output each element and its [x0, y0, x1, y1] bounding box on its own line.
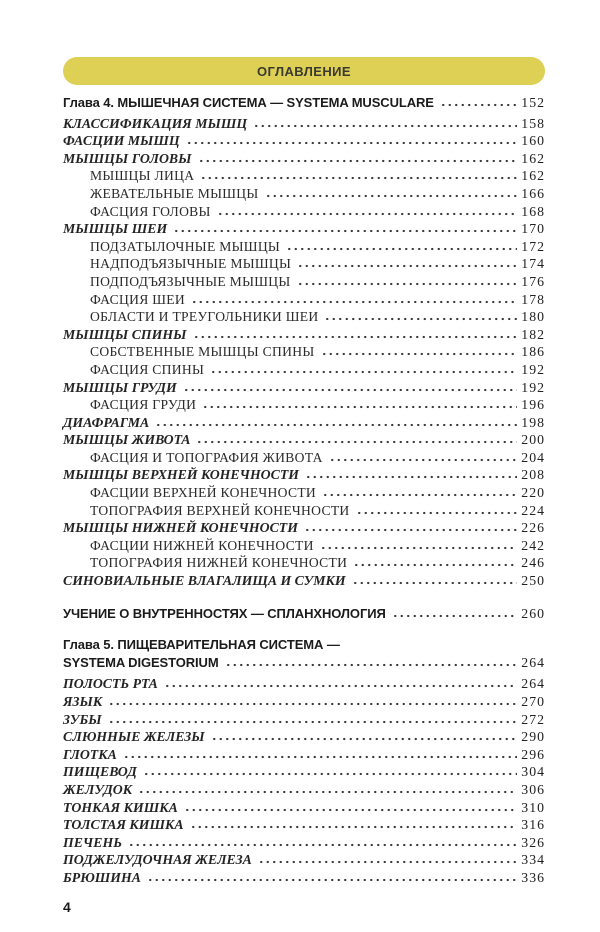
toc-entry: [63, 781, 545, 799]
toc-entry-label: ПОЛОСТЬ РТА: [63, 676, 158, 692]
toc-entry-label: ПОДЖЕЛУДОЧНАЯ ЖЕЛЕЗА: [63, 852, 252, 868]
dot-leader: [184, 808, 517, 812]
dot-leader: [123, 755, 517, 759]
toc-entry: [63, 572, 545, 590]
toc-entry-label: СОБСТВЕННЫЕ МЫШЦЫ СПИНЫ: [90, 344, 315, 360]
toc-entry-page: 166: [521, 185, 545, 201]
toc-entry-page: 152: [521, 95, 545, 110]
toc-entry-label: НАДПОДЪЯЗЫЧНЫЕ МЫШЦЫ: [90, 256, 292, 272]
toc-entry: [63, 519, 545, 537]
toc-header-label: ОГЛАВЛЕНИЕ: [257, 63, 351, 79]
toc-entry: [63, 834, 545, 852]
toc-entry: [63, 94, 545, 112]
dot-leader: [392, 614, 518, 618]
toc-entry-page: 192: [521, 379, 545, 395]
toc-entry-label: SYSTEMA DIGESTORIUM: [63, 654, 219, 670]
toc-entry: [63, 466, 545, 484]
toc-entry-label: ПОДПОДЪЯЗЫЧНЫЕ МЫШЦЫ: [90, 273, 291, 289]
toc-entry-page: 304: [521, 764, 545, 780]
dot-leader: [186, 141, 518, 145]
toc-entry-page: 226: [521, 520, 545, 536]
toc-entry-page: 316: [521, 817, 545, 833]
toc-entry: [63, 851, 545, 869]
dot-leader: [173, 229, 517, 233]
toc-entry: [63, 816, 545, 834]
dot-leader: [225, 663, 518, 667]
toc-entry: [63, 636, 545, 654]
dot-leader: [128, 843, 517, 847]
toc-entry: [63, 502, 545, 520]
toc-entry-label: УЧЕНИЕ О ВНУТРЕННОСТЯХ — СПЛАНХНОЛОГИЯ: [63, 605, 386, 621]
toc-entry-page: 198: [521, 414, 545, 430]
toc-entry-label: СЛЮННЫЕ ЖЕЛЕЗЫ: [63, 729, 205, 745]
toc-entry-label: ПЕЧЕНЬ: [63, 834, 122, 850]
toc-entry: [63, 484, 545, 502]
dot-leader: [297, 264, 517, 268]
toc-entry-label: Глава 4. МЫШЕЧНАЯ СИСТЕМА — SYSTEMA MUSCULARE: [63, 95, 434, 110]
toc-entry-page: 310: [521, 799, 545, 815]
dot-leader: [108, 720, 518, 724]
toc-entry-label: МЫШЦЫ ШЕИ: [63, 221, 168, 237]
toc-entry-label: ФАСЦИИ ВЕРХНЕЙ КОНЕЧНОСТИ: [90, 485, 317, 501]
toc-entry: [63, 150, 545, 168]
toc-entry: [63, 361, 545, 379]
toc-entry-label: МЫШЦЫ СПИНЫ: [63, 326, 187, 342]
toc-entry-page: 260: [521, 605, 545, 621]
dot-leader: [286, 247, 517, 251]
dot-leader: [353, 563, 517, 567]
toc-entry: [63, 605, 545, 623]
toc-entry-page: 160: [521, 133, 545, 149]
dot-leader: [440, 103, 517, 107]
dot-leader: [108, 702, 517, 706]
toc-entry-page: 272: [521, 711, 545, 727]
toc-entry-label: ПИЩЕВОД: [63, 764, 137, 780]
toc-entry-page: 172: [521, 238, 545, 254]
toc-entry: [63, 132, 545, 150]
toc-entry-page: 158: [521, 115, 545, 131]
page-number: 4: [63, 898, 71, 915]
toc-entry-page: 326: [521, 834, 545, 850]
toc-entry: [63, 693, 545, 711]
toc-entry-label: ФАСЦИИ НИЖНЕЙ КОНЕЧНОСТИ: [90, 537, 314, 553]
toc-entry-page: 336: [521, 869, 545, 885]
toc-entry: [63, 537, 545, 555]
toc-header-pill: [63, 57, 545, 85]
toc-entry: [63, 728, 545, 746]
dot-leader: [324, 317, 517, 321]
toc-entry: [63, 799, 545, 817]
toc-entry-label: ТОПОГРАФИЯ ВЕРХНЕЙ КОНЕЧНОСТИ: [90, 502, 350, 518]
toc-entry: [63, 308, 545, 326]
dot-leader: [356, 511, 518, 515]
toc-entry-label: МЫШЦЫ НИЖНЕЙ КОНЕЧНОСТИ: [63, 520, 298, 536]
toc-entry: [63, 379, 545, 397]
toc-entry-page: 290: [521, 729, 545, 745]
toc-entry: [63, 869, 545, 887]
toc-entry: [63, 220, 545, 238]
dot-leader: [258, 860, 518, 864]
toc-entry: [63, 291, 545, 309]
dot-leader: [265, 194, 518, 198]
toc-entry-label: МЫШЦЫ ЖИВОТА: [63, 432, 191, 448]
dot-leader: [191, 300, 517, 304]
toc-entry-page: 174: [521, 256, 545, 272]
dot-leader: [202, 405, 517, 409]
toc-entry-label: КЛАССИФИКАЦИЯ МЫШЦ: [63, 115, 248, 131]
toc-entry: [63, 326, 545, 344]
toc-entry-page: 162: [521, 168, 545, 184]
toc-entry: [63, 185, 545, 203]
toc-entry-label: МЫШЦЫ ВЕРХНЕЙ КОНЕЧНОСТИ: [63, 467, 299, 483]
toc-entry: [63, 654, 545, 672]
toc-entry-label: МЫШЦЫ ГРУДИ: [63, 379, 177, 395]
dot-leader: [211, 737, 518, 741]
toc-entry-label: ЖЕЛУДОК: [63, 781, 133, 797]
toc-entry-page: 170: [521, 221, 545, 237]
toc-entry-label: ТОПОГРАФИЯ НИЖНЕЙ КОНЕЧНОСТИ: [90, 555, 348, 571]
toc-entry-page: 196: [521, 397, 545, 413]
toc-entry-label: ДИАФРАГМА: [63, 414, 150, 430]
toc-entry-page: 180: [521, 309, 545, 325]
toc-entry: [63, 414, 545, 432]
toc-entry-page: 168: [521, 203, 545, 219]
toc-entry-label: ОБЛАСТИ И ТРЕУГОЛЬНИКИ ШЕИ: [90, 309, 319, 325]
toc-entry-page: 296: [521, 746, 545, 762]
toc-entry-label: ТОНКАЯ КИШКА: [63, 799, 178, 815]
dot-leader: [193, 335, 518, 339]
toc-entry-label: ФАСЦИЯ ШЕИ: [90, 291, 186, 307]
toc-entry-label: ФАСЦИЯ И ТОПОГРАФИЯ ЖИВОТА: [90, 449, 323, 465]
toc-entry-page: 204: [521, 449, 545, 465]
dot-leader: [147, 878, 517, 882]
toc-entry: [63, 167, 545, 185]
toc-entry: [63, 711, 545, 729]
toc-entry-page: 264: [521, 654, 545, 670]
toc-entry-label: ГЛОТКА: [63, 746, 117, 762]
toc-entry: [63, 396, 545, 414]
toc-entry: [63, 449, 545, 467]
dot-leader: [143, 772, 517, 776]
toc-entry-page: 176: [521, 273, 545, 289]
toc-entry: [63, 763, 545, 781]
dot-leader: [329, 458, 518, 462]
dot-leader: [322, 493, 517, 497]
toc-entry-label: ФАСЦИИ МЫШЦ: [63, 133, 180, 149]
toc-entry: [63, 273, 545, 291]
toc-entry-label: МЫШЦЫ ЛИЦА: [90, 168, 195, 184]
dot-leader: [190, 825, 518, 829]
toc-list: [63, 94, 545, 887]
dot-leader: [200, 176, 517, 180]
toc-entry-label: ПОДЗАТЫЛОЧНЫЕ МЫШЦЫ: [90, 238, 281, 254]
toc-entry: [63, 431, 545, 449]
toc-entry-label: ЯЗЫК: [63, 694, 103, 709]
dot-leader: [297, 282, 518, 286]
dot-leader: [320, 546, 518, 550]
toc-entry: [63, 554, 545, 572]
toc-entry-label: ТОЛСТАЯ КИШКА: [63, 817, 184, 833]
toc-entry-label: ФАСЦИЯ ГОЛОВЫ: [90, 203, 211, 219]
toc-entry-page: 182: [521, 326, 545, 342]
dot-leader: [196, 440, 517, 444]
toc-entry-page: 270: [521, 694, 545, 709]
toc-entry-label: БРЮШИНА: [63, 869, 141, 885]
toc-entry-page: 246: [521, 555, 545, 571]
toc-entry-page: 162: [521, 150, 545, 166]
dot-leader: [138, 790, 517, 794]
dot-leader: [305, 475, 517, 479]
toc-entry-label: ФАСЦИЯ ГРУДИ: [90, 397, 197, 413]
toc-entry-page: 334: [521, 852, 545, 868]
toc-entry-label: ЗУБЫ: [63, 711, 102, 727]
toc-entry-page: 220: [521, 485, 545, 501]
toc-entry: [63, 675, 545, 693]
toc-entry: [63, 238, 545, 256]
toc-entry-label: СИНОВИАЛЬНЫЕ ВЛАГАЛИЩА И СУМКИ: [63, 573, 346, 589]
toc-entry: [63, 255, 545, 273]
dot-leader: [198, 159, 518, 163]
dot-leader: [164, 684, 518, 688]
dot-leader: [321, 352, 518, 356]
dot-leader: [217, 212, 518, 216]
toc-entry-label: ЖЕВАТЕЛЬНЫЕ МЫШЦЫ: [90, 185, 259, 201]
toc-entry-page: 242: [521, 537, 545, 553]
toc-entry-page: 306: [521, 781, 545, 797]
dot-leader: [183, 388, 518, 392]
toc-entry: [63, 746, 545, 764]
dot-leader: [253, 124, 517, 128]
toc-entry-page: 178: [521, 291, 545, 307]
toc-entry-page: 186: [521, 344, 545, 360]
dot-leader: [155, 423, 517, 427]
toc-entry-page: 224: [521, 502, 545, 518]
toc-entry-label: Глава 5. ПИЩЕВАРИТЕЛЬНАЯ СИСТЕМА —: [63, 637, 340, 653]
toc-entry-page: 264: [521, 676, 545, 692]
toc-entry: [63, 343, 545, 361]
toc-entry-page: 250: [521, 573, 545, 589]
toc-entry-page: 192: [521, 361, 545, 377]
dot-leader: [210, 370, 517, 374]
toc-entry: [63, 115, 545, 133]
toc-entry-page: 208: [521, 467, 545, 483]
toc-entry: [63, 203, 545, 221]
dot-leader: [352, 581, 518, 585]
toc-entry-label: ФАСЦИЯ СПИНЫ: [90, 361, 205, 377]
toc-entry-label: МЫШЦЫ ГОЛОВЫ: [63, 150, 192, 166]
toc-entry-page: 200: [521, 432, 545, 448]
dot-leader: [304, 528, 517, 532]
